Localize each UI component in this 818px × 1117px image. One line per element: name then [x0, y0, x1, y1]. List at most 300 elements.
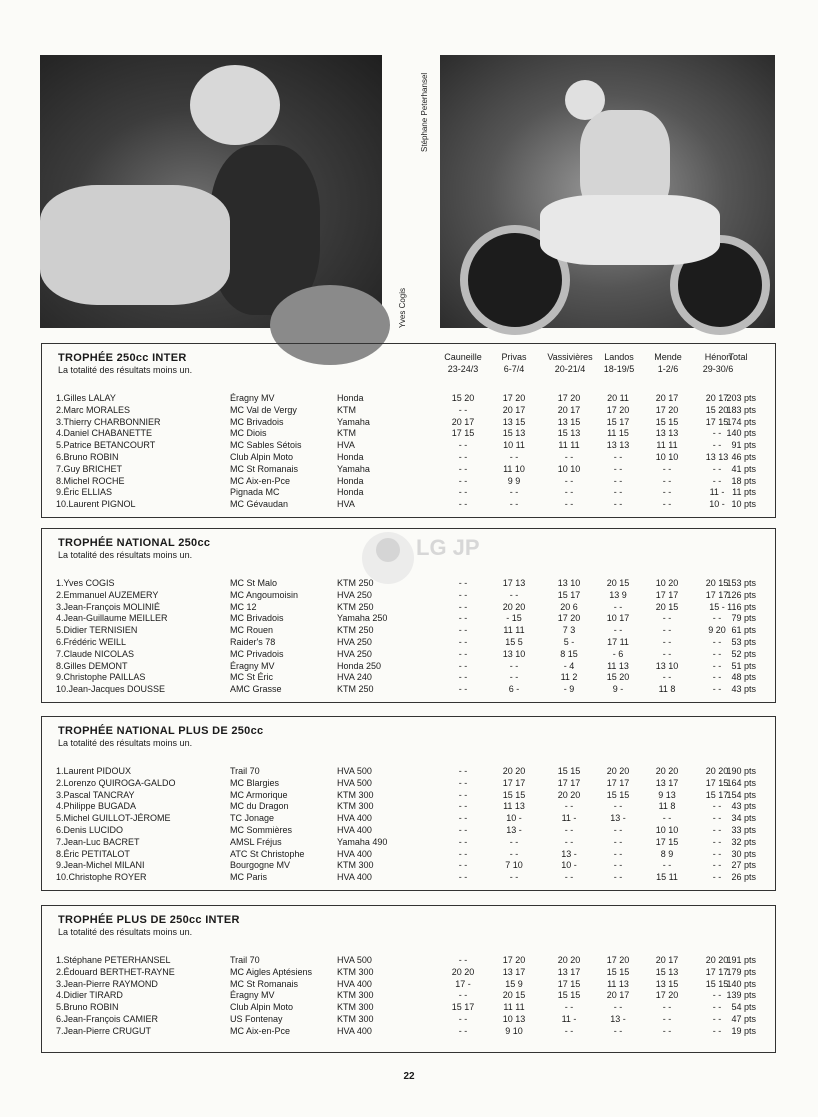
round-score: 10 17	[606, 613, 630, 624]
round-score: 10 20	[655, 578, 679, 588]
section-national-plus-250cc	[41, 716, 776, 891]
round-score: - -	[712, 813, 722, 824]
rider-name: 4.Jean-Guillaume MEILLER	[56, 613, 168, 624]
round-score: 10 13	[502, 1014, 526, 1024]
round-score: 17 20	[557, 393, 581, 403]
total-points: 26 pts	[731, 872, 756, 883]
total-points: 140 pts	[726, 428, 756, 439]
round-score: 10 10	[655, 452, 679, 462]
total-points: 51 pts	[731, 660, 756, 671]
table-row	[42, 476, 775, 488]
rider-name: 8.Gilles DEMONT	[56, 660, 128, 671]
rider-club: MC du Dragon	[230, 801, 289, 812]
rider-club: MC St Malo	[230, 578, 278, 588]
round-score: 10 11	[503, 440, 525, 451]
round-score: 20 17	[606, 990, 630, 1001]
rider-club: AMC Grasse	[230, 684, 282, 695]
total-points: 183 pts	[726, 404, 756, 415]
column-header-date: 23-24/3	[447, 364, 479, 374]
round-score: - -	[458, 463, 468, 474]
rider-motorcycle: KTM 300	[337, 966, 374, 977]
round-score: 10 10	[655, 825, 679, 835]
round-score: - 6	[612, 648, 624, 659]
rider-name: 10.Laurent PIGNOL	[56, 499, 136, 510]
table-row	[42, 637, 775, 649]
round-score: - -	[458, 589, 468, 600]
round-score: - -	[564, 475, 574, 486]
rider-name: 4.Daniel CHABANETTE	[56, 428, 153, 439]
round-score: - -	[662, 648, 672, 659]
round-score: - -	[458, 578, 468, 588]
total-points: 190 pts	[726, 766, 756, 776]
rider-name: 7.Guy BRICHET	[56, 463, 123, 474]
round-score: - -	[458, 777, 468, 788]
round-score: 15 20	[451, 393, 475, 403]
round-score: - -	[458, 789, 468, 800]
round-score: 11 11	[656, 440, 678, 451]
round-score: 11 11	[503, 625, 525, 636]
total-points: 11 pts	[732, 487, 756, 498]
rider-name: 6.Frédéric WEILL	[56, 637, 127, 647]
table-row	[42, 499, 775, 511]
total-points: 46 pts	[731, 452, 756, 462]
round-score: 11 -	[561, 813, 577, 824]
round-score: 13 13	[606, 440, 630, 451]
watermark-stamp	[356, 520, 480, 600]
round-score: 13 10	[655, 660, 679, 671]
round-score: - -	[613, 463, 623, 474]
round-score: - -	[712, 428, 722, 439]
round-score: 17 17	[705, 589, 729, 600]
rider-name: 4.Didier TIRARD	[56, 990, 123, 1001]
round-score: - -	[613, 836, 623, 847]
round-score: - -	[458, 637, 468, 647]
round-score: 20 11	[607, 393, 629, 403]
round-score: 20 20	[502, 766, 526, 776]
rider-motorcycle: HVA 240	[337, 672, 372, 683]
total-points: 116 pts	[727, 601, 756, 612]
rider-club: MC St Romanais	[230, 978, 299, 989]
rider-club: ATC St Christophe	[230, 848, 305, 859]
rider-name: 2.Édouard BERTHET-RAYNE	[56, 966, 175, 977]
rider-motorcycle: HVA 500	[337, 766, 372, 776]
rider-name: 7.Jean-Pierre CRUGUT	[56, 1025, 152, 1036]
section-250cc-inter	[41, 343, 776, 518]
rider-club: Trail 70	[230, 766, 260, 776]
round-score: - -	[564, 499, 574, 510]
round-score: 15 13	[502, 428, 526, 439]
total-points: 79 pts	[731, 613, 756, 624]
round-score: - -	[564, 452, 574, 462]
round-score: - -	[662, 625, 672, 636]
round-score: 13 10	[502, 648, 526, 659]
rider-club: MC Brivadois	[230, 416, 284, 427]
round-score: - -	[458, 1025, 468, 1036]
round-score: - -	[662, 499, 672, 510]
rider-motorcycle: Yamaha 250	[337, 613, 388, 624]
total-points: 33 pts	[731, 825, 756, 835]
round-score: - -	[458, 836, 468, 847]
table-row	[42, 990, 775, 1002]
round-score: - 9	[563, 684, 575, 695]
round-score: - -	[458, 648, 468, 659]
round-score: 17 20	[557, 613, 581, 624]
round-score: - -	[564, 872, 574, 883]
round-score: 10 -	[561, 860, 577, 871]
table-row	[42, 464, 775, 476]
round-score: - -	[458, 440, 468, 451]
round-score: - -	[712, 825, 722, 835]
round-score: - -	[509, 872, 519, 883]
watermark-text: LG JP	[416, 535, 480, 560]
round-score: 15 9	[505, 978, 523, 989]
rider-motorcycle: HVA 500	[337, 777, 372, 788]
round-score: - -	[564, 1002, 574, 1013]
rider-name: 5.Didier TERNISIEN	[56, 625, 138, 636]
rider-motorcycle: Yamaha	[337, 416, 370, 427]
round-score: - -	[712, 613, 722, 624]
section-title: TROPHÉE NATIONAL PLUS DE 250cc	[58, 725, 264, 737]
total-points: 52 pts	[731, 648, 756, 659]
table-row	[42, 649, 775, 661]
rider-motorcycle: HVA 250	[337, 637, 372, 647]
rider-motorcycle: HVA 400	[337, 813, 372, 824]
total-points: 154 pts	[726, 789, 756, 800]
round-score: - -	[613, 872, 623, 883]
round-score: - -	[458, 475, 468, 486]
rider-club: MC Val de Vergy	[230, 404, 297, 415]
rider-club: Éragny MV	[230, 990, 275, 1001]
section-plus-250cc-inter	[41, 905, 776, 1053]
total-points: 164 pts	[726, 777, 756, 788]
round-score: 11 2	[560, 672, 578, 683]
round-score: 13 13	[655, 428, 679, 439]
rider-name: 6.Denis LUCIDO	[56, 825, 124, 835]
round-score: 9 9	[507, 475, 521, 486]
table-row	[42, 417, 775, 429]
round-score: - -	[509, 836, 519, 847]
page-number: 22	[403, 1071, 415, 1082]
rider-club: MC 12	[230, 601, 257, 612]
round-score: 15 13	[557, 428, 581, 439]
rider-name: 9.Éric ELLIAS	[56, 487, 113, 498]
round-score: 20 17	[557, 404, 581, 415]
round-score: 20 17	[451, 416, 475, 427]
round-score: 9 20	[708, 625, 726, 636]
column-header	[485, 351, 543, 375]
round-score: - -	[613, 475, 623, 486]
round-score: 17 20	[502, 955, 526, 965]
rider-name: 5.Bruno ROBIN	[56, 1002, 119, 1013]
rider-club: MC St Romanais	[230, 463, 299, 474]
rider-motorcycle: KTM 250	[337, 684, 374, 695]
round-score: 11 -	[709, 487, 725, 498]
round-score: - -	[458, 825, 468, 835]
total-points: 10 pts	[731, 499, 756, 510]
rider-motorcycle: HVA	[337, 440, 355, 451]
rider-club: US Fontenay	[230, 1014, 283, 1024]
round-score: - -	[564, 487, 574, 498]
rider-motorcycle: Yamaha 490	[337, 836, 388, 847]
rider-club: Raider's 78	[230, 637, 276, 647]
rider-name: 3.Pascal TANCRAY	[56, 789, 135, 800]
rider-name: 10.Christophe ROYER	[56, 872, 147, 883]
rider-motorcycle: Honda	[337, 452, 364, 462]
total-points: 41 pts	[731, 463, 756, 474]
round-score: 13 -	[610, 1014, 626, 1024]
table-row	[42, 849, 775, 861]
round-score: 10 -	[506, 813, 522, 824]
total-points: 203 pts	[726, 393, 756, 403]
round-score: 20 6	[560, 601, 578, 612]
round-score: 10 10	[557, 463, 581, 474]
rider-club: MC Blargies	[230, 777, 280, 788]
rider-name: 4.Philippe BUGADA	[56, 801, 137, 812]
round-score: 13 17	[655, 777, 679, 788]
round-score: 15 15	[502, 789, 526, 800]
rider-motorcycle: HVA 500	[337, 955, 372, 965]
round-score: 20 20	[451, 966, 475, 977]
rider-name: 6.Jean-François CAMIER	[56, 1014, 159, 1024]
column-header-date: 1-2/6	[657, 364, 679, 374]
round-score: - -	[712, 801, 722, 812]
round-score: - -	[458, 766, 468, 776]
round-score: - -	[712, 463, 722, 474]
round-score: - -	[458, 872, 468, 883]
round-score: - -	[712, 660, 722, 671]
total-points: 53 pts	[731, 637, 756, 647]
round-score: 20 17	[655, 393, 679, 403]
round-score: - -	[712, 990, 722, 1001]
round-score: - -	[458, 487, 468, 498]
round-score: - -	[662, 1025, 672, 1036]
round-score: - 4	[563, 660, 575, 671]
section-subtitle: La totalité des résultats moins un.	[58, 550, 193, 560]
total-points: 47 pts	[731, 1014, 756, 1024]
round-score: 7 10	[505, 860, 523, 871]
round-score: 20 15	[606, 578, 630, 588]
round-score: 17 20	[502, 393, 526, 403]
rider-club: Éragny MV	[230, 393, 275, 403]
round-score: - -	[509, 452, 519, 462]
round-score: - -	[662, 475, 672, 486]
table-row	[42, 872, 775, 884]
rider-club: MC Privadois	[230, 648, 284, 659]
section-title: TROPHÉE 250cc INTER	[58, 352, 187, 364]
round-score: - -	[564, 801, 574, 812]
round-score: 13 -	[561, 848, 577, 859]
column-header-date: 6-7/4	[503, 364, 525, 374]
table-row	[42, 625, 775, 637]
round-score: - -	[662, 463, 672, 474]
round-score: - -	[712, 672, 722, 683]
round-score: 5 -	[563, 637, 575, 647]
round-score: 7 3	[562, 625, 576, 636]
rider-name: 5.Patrice BETANCOURT	[56, 440, 156, 451]
round-score: 20 17	[705, 393, 729, 403]
round-score: 20 17	[502, 404, 526, 415]
rider-motorcycle: HVA 400	[337, 1025, 372, 1036]
column-header-label: Privas	[501, 352, 527, 362]
table-row	[42, 602, 775, 614]
round-score: 17 17	[557, 777, 581, 788]
total-points: 30 pts	[731, 848, 756, 859]
round-score: 11 -	[561, 1014, 577, 1024]
round-score: - -	[458, 848, 468, 859]
round-score: - -	[712, 440, 722, 451]
round-score: - -	[662, 672, 672, 683]
table-row	[42, 979, 775, 991]
round-score: - -	[509, 672, 519, 683]
table-row	[42, 967, 775, 979]
round-score: 15 17	[557, 589, 581, 600]
section-title: TROPHÉE NATIONAL 250cc	[58, 537, 211, 549]
round-score: - -	[662, 813, 672, 824]
round-score: - -	[458, 990, 468, 1001]
rider-club: Club Alpin Moto	[230, 1002, 294, 1013]
round-score: - -	[458, 860, 468, 871]
round-score: - -	[613, 848, 623, 859]
total-points: 34 pts	[731, 813, 756, 824]
round-score: 9 -	[612, 684, 624, 695]
round-score: 20 20	[705, 955, 729, 965]
round-score: 15 20	[606, 672, 630, 683]
rider-motorcycle: KTM 300	[337, 860, 374, 871]
round-score: 17 20	[655, 404, 679, 415]
column-header-date: 29-30/6	[702, 364, 734, 374]
round-score: - -	[662, 860, 672, 871]
table-row	[42, 801, 775, 813]
table-row	[42, 1002, 775, 1014]
round-score: - -	[509, 499, 519, 510]
round-score: - -	[564, 1025, 574, 1036]
round-score: 11 10	[503, 463, 525, 474]
round-score: 15 15	[557, 766, 581, 776]
round-score: 17 20	[606, 955, 630, 965]
round-score: - -	[613, 801, 623, 812]
total-points: 140 pts	[726, 978, 756, 989]
rider-motorcycle: KTM 250	[337, 601, 374, 612]
round-score: 15 15	[655, 416, 679, 427]
round-score: - -	[458, 684, 468, 695]
round-score: - -	[509, 848, 519, 859]
round-score: - -	[613, 452, 623, 462]
rider-motorcycle: HVA 400	[337, 872, 372, 883]
table-row	[42, 613, 775, 625]
column-header-label: Vassivières	[547, 352, 593, 362]
rider-name: 2.Emmanuel AUZEMERY	[56, 589, 159, 600]
column-header-label: Landos	[604, 352, 634, 362]
column-header	[718, 351, 758, 363]
round-score: - -	[458, 813, 468, 824]
total-points: 27 pts	[731, 860, 756, 871]
table-row	[42, 766, 775, 778]
round-score: 15 15	[606, 966, 630, 977]
rider-club: MC Angoumoisin	[230, 589, 299, 600]
rider-name: 3.Jean-Pierre RAYMOND	[56, 978, 158, 989]
round-score: - -	[458, 625, 468, 636]
rider-motorcycle: KTM 300	[337, 990, 374, 1001]
rider-motorcycle: HVA 400	[337, 978, 372, 989]
round-score: - -	[712, 848, 722, 859]
total-points: 174 pts	[726, 416, 756, 427]
table-row	[42, 955, 775, 967]
rider-name: 9.Jean-Michel MILANI	[56, 860, 145, 871]
round-score: 6 -	[508, 684, 520, 695]
rider-motorcycle: Honda	[337, 475, 364, 486]
round-score: 13 15	[557, 416, 581, 427]
total-points: 179 pts	[726, 966, 756, 977]
round-score: 17 20	[606, 404, 630, 415]
column-header-label: Hénon	[704, 352, 732, 362]
photo-credit-left: Yves Cogis	[398, 287, 407, 328]
rider-name: 1.Gilles LALAY	[56, 393, 116, 403]
round-score: 8 9	[660, 848, 674, 859]
rider-name: 2.Marc MORALES	[56, 404, 131, 415]
rider-name: 2.Lorenzo QUIROGA-GALDO	[56, 777, 176, 788]
table-row	[42, 778, 775, 790]
rider-club: MC Aigles Aptésiens	[230, 966, 313, 977]
rider-motorcycle: KTM 250	[337, 578, 374, 588]
total-points: 54 pts	[731, 1002, 756, 1013]
round-score: - -	[458, 660, 468, 671]
round-score: 20 20	[606, 766, 630, 776]
rider-motorcycle: KTM 300	[337, 1014, 374, 1024]
round-score: 15 17	[705, 789, 729, 800]
rider-club: Club Alpin Moto	[230, 452, 294, 462]
round-score: - -	[712, 860, 722, 871]
round-score: 17 15	[557, 978, 581, 989]
rider-club: TC Jonage	[230, 813, 275, 824]
round-score: 15 13	[655, 966, 679, 977]
round-score: 13 15	[502, 416, 526, 427]
round-score: - -	[458, 672, 468, 683]
round-score: 17 17	[502, 777, 526, 788]
rider-club: Bourgogne MV	[230, 860, 291, 871]
table-row	[42, 452, 775, 464]
photo-stephane-peterhansel	[440, 55, 775, 328]
rider-club: MC Armorique	[230, 789, 288, 800]
round-score: 17 15	[705, 777, 729, 788]
rider-motorcycle: HVA	[337, 499, 355, 510]
rider-club: MC St Éric	[230, 672, 274, 683]
table-row	[42, 1026, 775, 1038]
round-score: 17 -	[455, 978, 471, 989]
table-row	[42, 837, 775, 849]
total-points: 19 pts	[731, 1025, 756, 1036]
round-score: 20 20	[705, 766, 729, 776]
rider-motorcycle: HVA 400	[337, 848, 372, 859]
round-score: 13 17	[502, 966, 526, 977]
rider-name: 3.Jean-François MOLINIÉ	[56, 601, 161, 612]
round-score: 20 20	[655, 766, 679, 776]
round-score: - -	[712, 1025, 722, 1036]
round-score: 15 11	[656, 872, 678, 883]
section-subtitle: La totalité des résultats moins un.	[58, 927, 193, 937]
rider-club: MC Diois	[230, 428, 267, 439]
rider-club: MC Gévaudan	[230, 499, 289, 510]
round-score: - -	[458, 404, 468, 415]
round-score: - -	[662, 487, 672, 498]
round-score: 17 17	[606, 777, 630, 788]
round-score: 15 17	[606, 416, 630, 427]
rider-club: MC Aix-en-Pce	[230, 1025, 291, 1036]
rider-club: MC Aix-en-Pce	[230, 475, 291, 486]
section-subtitle: La totalité des résultats moins un.	[58, 738, 193, 748]
table-row	[42, 684, 775, 696]
column-header-date: 18-19/5	[603, 364, 635, 374]
round-score: 13 15	[655, 978, 679, 989]
